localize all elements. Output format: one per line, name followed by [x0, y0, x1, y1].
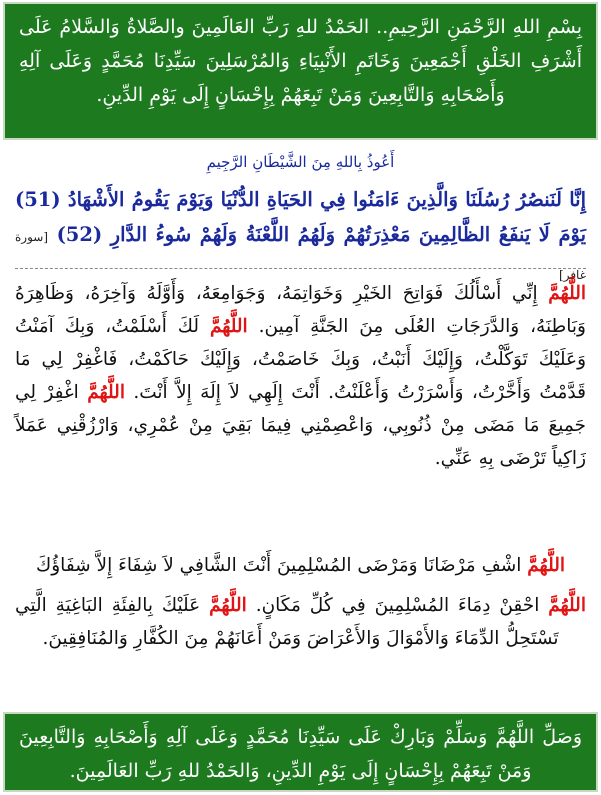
dua-1-text-c: اغْفِرْ لِي جَمِيعَ مَا مَضَى مِنْ ذُنُوبِي، وَاعْصِمْنِي فِيمَا بَقِيَ مِنْ عُمْرِي، وَارْزُقْنِي عَمَلاً زَاكِياً تَرْضَى بِهِ عَنِّي. [15, 382, 586, 469]
dua-2-text: اشْفِ مَرْضَانَا وَمَرْضَى المُسْلِمِينَ أَنْتَ الشَّافِي لاَ شِفَاءَ إِلاَّ شِفَاؤُكَ [36, 555, 522, 576]
quran-verses [3, 174, 598, 282]
istiadha-line: أَعُوذُ بِاللهِ مِنَ الشَّيْطَانِ الرَّجِيمِ [206, 153, 395, 171]
allahumma-word: اللَّهُمَّ [548, 595, 586, 616]
verse-51: إِنَّا لَنَنصُرُ رُسُلَنَا وَالَّذِينَ ءَامَنُوا فِي الحَيَاةِ الدُّنْيَا وَيَوْمَ يَقُومُ الأَشْهَادُ (51) يَوْمَ [15, 188, 587, 246]
allahumma-word: اللَّهُمَّ [548, 283, 586, 304]
dua-3-text-a: احْقِنْ دِمَاءَ المُسْلِمِينَ فِي كُلِّ مَكَانٍ. [255, 595, 540, 616]
dua-3-text-b: عَلَيْكَ بِالفِئَةِ البَاغِيَةِ الَّتِي تَسْتَحِلُّ الدِّمَاءَ وَالأَمْوَالَ وَالأَعْرَاضَ وَمَنْ أَعَانَهُمْ مِنَ الكُفَّارِ وَالمُنَافِقِينَ. [15, 595, 559, 649]
allahumma-word: اللَّهُمَّ [209, 595, 247, 616]
closing-salawat-box [3, 712, 598, 792]
allahumma-word: اللَّهُمَّ [209, 316, 248, 337]
dua-1-text-a: إِنِّي أَسْأَلُكَ فَوَاتِحَ الخَيْرِ وَخَوَاتِمَهُ، وَجَوَامِعَهُ، وَأَوَّلَهُ وَآخِرَهُ، وَظَاهِرَهُ وَبَاطِنَهُ، وَالدَّرَجَاتِ العُلَى مِنَ الجَنَّةِ آمِين. [15, 283, 586, 337]
dua-paragraph-1 [3, 269, 598, 543]
opening-praise-box [3, 2, 598, 140]
surah-reference: [سورة غافر] [15, 230, 586, 282]
closing-salawat-text: وَصَلِّ اللَّهُمَّ وَسَلِّمْ وَبَارِكْ عَلَى سَيِّدِنَا مُحَمَّدٍ وَعَلَى آلِهِ وَأَصْحَابِهِ وَالتَّابِعِينَ وَمَنْ تَبِعَهُمْ بِإِحْسَانٍ إِلَى يَوْمِ الدِّينِ، وَالحَمْدُ للهِ رَبِّ العَالَمِينَ. [19, 726, 582, 782]
dua-paragraph-2 [3, 549, 598, 589]
allahumma-word: اللَّهُمَّ [87, 382, 125, 403]
dua-paragraph-3 [3, 589, 598, 679]
dua-1-text-b: لَكَ أَسْلَمْتُ، وَبِكَ آمَنْتُ وَعَلَيْكَ تَوَكَّلْتُ، وَإِلَيْكَ أَنَبْتُ، وَبِكَ خَاصَمْتُ، وَإِلَيْكَ حَاكَمْتُ، فَاغْفِرْ لِي مَا قَدَّمْتُ وَأَخَّرْتُ، وَأَسْرَرْتُ وَأَعْلَنْتُ. أَنْتَ إِلَهِي لاَ إِلَهَ إِلاَّ أَنْتَ. [15, 316, 586, 403]
opening-praise-text: بِسْمِ اللهِ الرَّحْمَنِ الرَّحِيمِ.. الحَمْدُ للهِ رَبِّ العَالَمِينَ والصَّلاةُ وَالسَّلامُ عَلَى أَشْرَفِ الخَلْقِ أَجْمَعِينَ وَخَاتَمِ الأَنْبِيَاءِ وَالمُرْسَلِينَ سَيِّدِنَا مُحَمَّدٍ وَعَلَى آلِهِ وَأَصْحَابِهِ وَالتَّابِعِينَ وَمَنْ تَبِعَهُمْ بِإِحْسَانٍ إِلَى يَوْمِ الدِّينِ. [19, 16, 582, 106]
verse-52: لَا يَنفَعُ الظَّالِمِينَ مَعْذِرَتُهُمْ وَلَهُمُ اللَّعْنَةُ وَلَهُمْ سُوءُ الدَّارِ (52) [56, 223, 550, 246]
allahumma-word: اللَّهُمَّ [527, 555, 565, 576]
